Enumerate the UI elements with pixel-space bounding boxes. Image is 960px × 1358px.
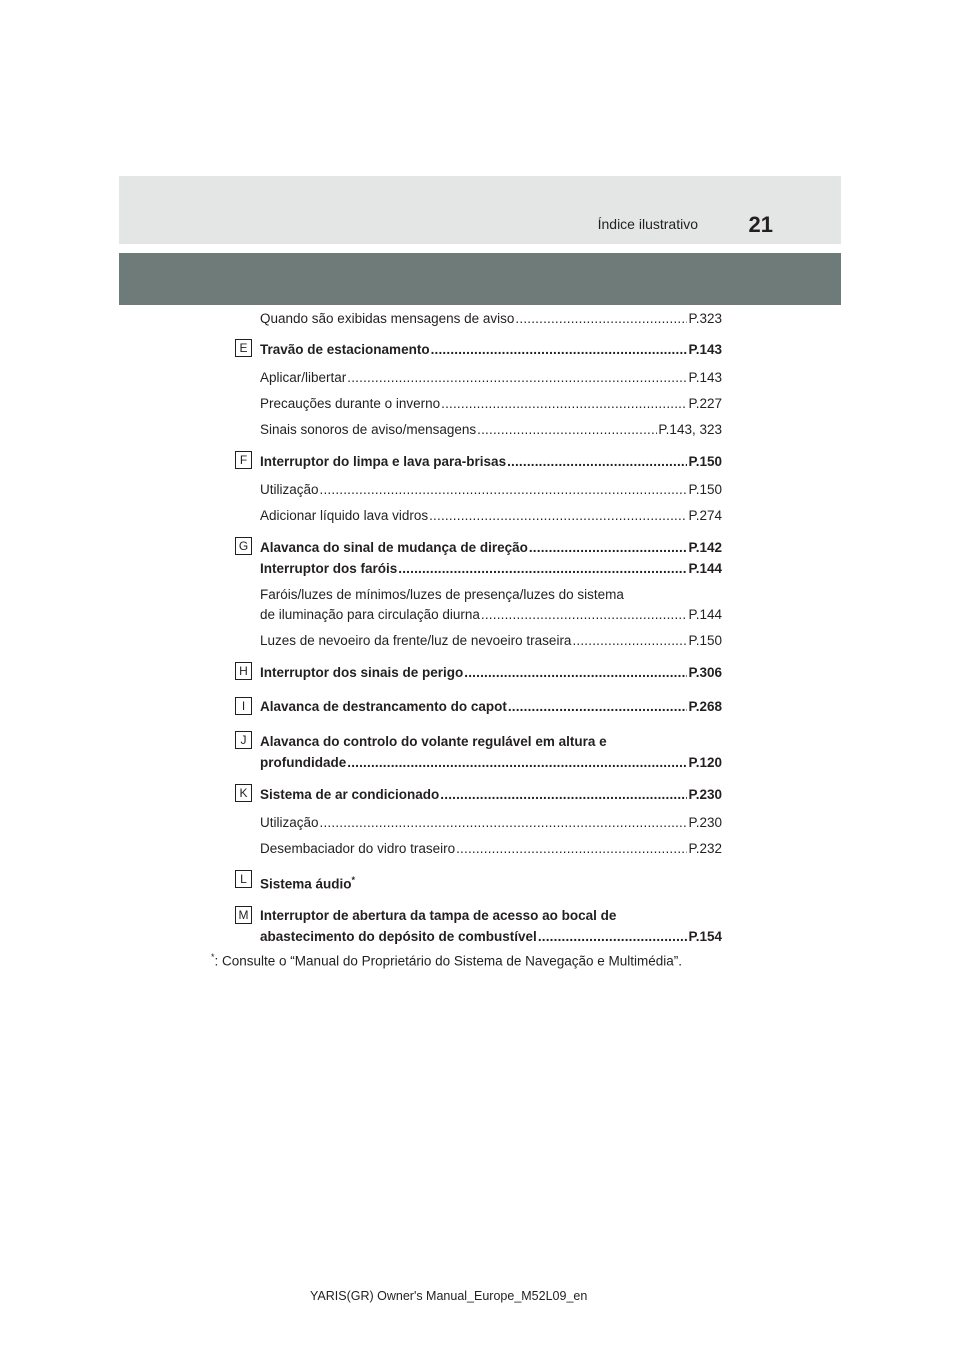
index-entry-line1: Faróis/luzes de mínimos/luzes de presença/luzes do sistema bbox=[260, 587, 624, 602]
footnote-marker: * bbox=[211, 952, 215, 962]
index-entry[interactable]: de iluminação para circulação diurna ..... P.144 bbox=[260, 606, 722, 624]
page-ref: P.143 bbox=[688, 370, 722, 385]
page-ref: P.323 bbox=[688, 311, 722, 326]
page-ref: P.150 bbox=[688, 454, 722, 469]
header-bar bbox=[119, 253, 841, 305]
footnote-marker: * bbox=[351, 875, 356, 885]
index-entry[interactable]: Interruptor dos faróis ..... P.144 bbox=[260, 560, 722, 578]
index-entry-line1: Interruptor de abertura da tampa de acesso ao bocal de bbox=[260, 908, 617, 923]
index-entry[interactable]: Sistema áudio* bbox=[260, 875, 356, 892]
section-letter-k: K bbox=[235, 784, 252, 802]
page-ref: P.150 bbox=[688, 633, 722, 648]
index-entry[interactable]: Precauções durante o inverno ..... P.227 bbox=[260, 395, 722, 413]
page-ref: P.143 bbox=[688, 342, 722, 357]
section-letter-j: J bbox=[235, 731, 252, 749]
page-ref: P.120 bbox=[688, 755, 722, 770]
index-entry[interactable]: Travão de estacionamento ..... P.143 bbox=[260, 341, 722, 359]
page-ref: P.230 bbox=[688, 815, 722, 830]
page-ref: P.268 bbox=[688, 699, 722, 714]
index-entry[interactable]: Quando são exibidas mensagens de aviso ..... P.323 bbox=[260, 310, 722, 328]
section-letter-i: I bbox=[235, 697, 252, 715]
section-letter-g: G bbox=[235, 537, 252, 555]
page-ref: P.227 bbox=[688, 396, 722, 411]
index-entry[interactable]: Alavanca do sinal de mudança de direção ..... P.142 bbox=[260, 539, 722, 557]
section-letter-h: H bbox=[235, 662, 252, 680]
section-title: Índice ilustrativo bbox=[597, 216, 698, 232]
index-entry[interactable]: Desembaciador do vidro traseiro ..... P.232 bbox=[260, 840, 722, 858]
page-ref: P.143, 323 bbox=[658, 422, 722, 437]
index-entry[interactable]: Utilização ..... P.230 bbox=[260, 814, 722, 832]
header-band bbox=[119, 176, 841, 244]
index-entry[interactable]: Alavanca de destrancamento do capot ..... P.268 bbox=[260, 698, 722, 716]
index-entry-line1: Alavanca do controlo do volante regulável em altura e bbox=[260, 734, 607, 749]
index-entry[interactable]: profundidade ..... P.120 bbox=[260, 754, 722, 772]
index-entry[interactable]: Interruptor do limpa e lava para-brisas ..... P.150 bbox=[260, 453, 722, 471]
index-entry[interactable]: Sinais sonoros de aviso/mensagens ..... P.143, 323 bbox=[260, 421, 722, 439]
page-ref: P.274 bbox=[688, 508, 722, 523]
section-letter-e: E bbox=[235, 339, 252, 357]
page-number: 21 bbox=[748, 212, 773, 237]
section-letter-l: L bbox=[235, 870, 252, 888]
page-ref: P.150 bbox=[688, 482, 722, 497]
footnote bbox=[211, 952, 682, 969]
index-entry[interactable]: abastecimento do depósito de combustível ..... P.154 bbox=[260, 928, 722, 946]
index-entry[interactable]: Aplicar/libertar ..... P.143 bbox=[260, 369, 722, 387]
section-letter-f: F bbox=[235, 451, 252, 469]
page-footer: YARIS(GR) Owner's Manual_Europe_M52L09_en bbox=[310, 1289, 588, 1303]
page-ref: P.142 bbox=[688, 540, 722, 555]
page-ref: P.230 bbox=[688, 787, 722, 802]
page-ref: P.154 bbox=[688, 929, 722, 944]
index-entry[interactable]: Sistema de ar condicionado ..... P.230 bbox=[260, 786, 722, 804]
page-ref: P.144 bbox=[688, 561, 722, 576]
footnote-text: : Consulte o “Manual do Proprietário do Sistema de Navegação e Multimédia”. bbox=[214, 953, 683, 969]
page-ref: P.306 bbox=[688, 665, 722, 680]
page-ref: P.144 bbox=[688, 607, 722, 622]
section-letter-m: M bbox=[235, 906, 252, 924]
index-entry[interactable]: Interruptor dos sinais de perigo ..... P.306 bbox=[260, 664, 722, 682]
index-entry[interactable]: Utilização ..... P.150 bbox=[260, 481, 722, 499]
page-ref: P.232 bbox=[688, 841, 722, 856]
index-entry[interactable]: Adicionar líquido lava vidros ..... P.274 bbox=[260, 507, 722, 525]
index-entry[interactable]: Luzes de nevoeiro da frente/luz de nevoeiro traseira ..... P.150 bbox=[260, 632, 722, 650]
